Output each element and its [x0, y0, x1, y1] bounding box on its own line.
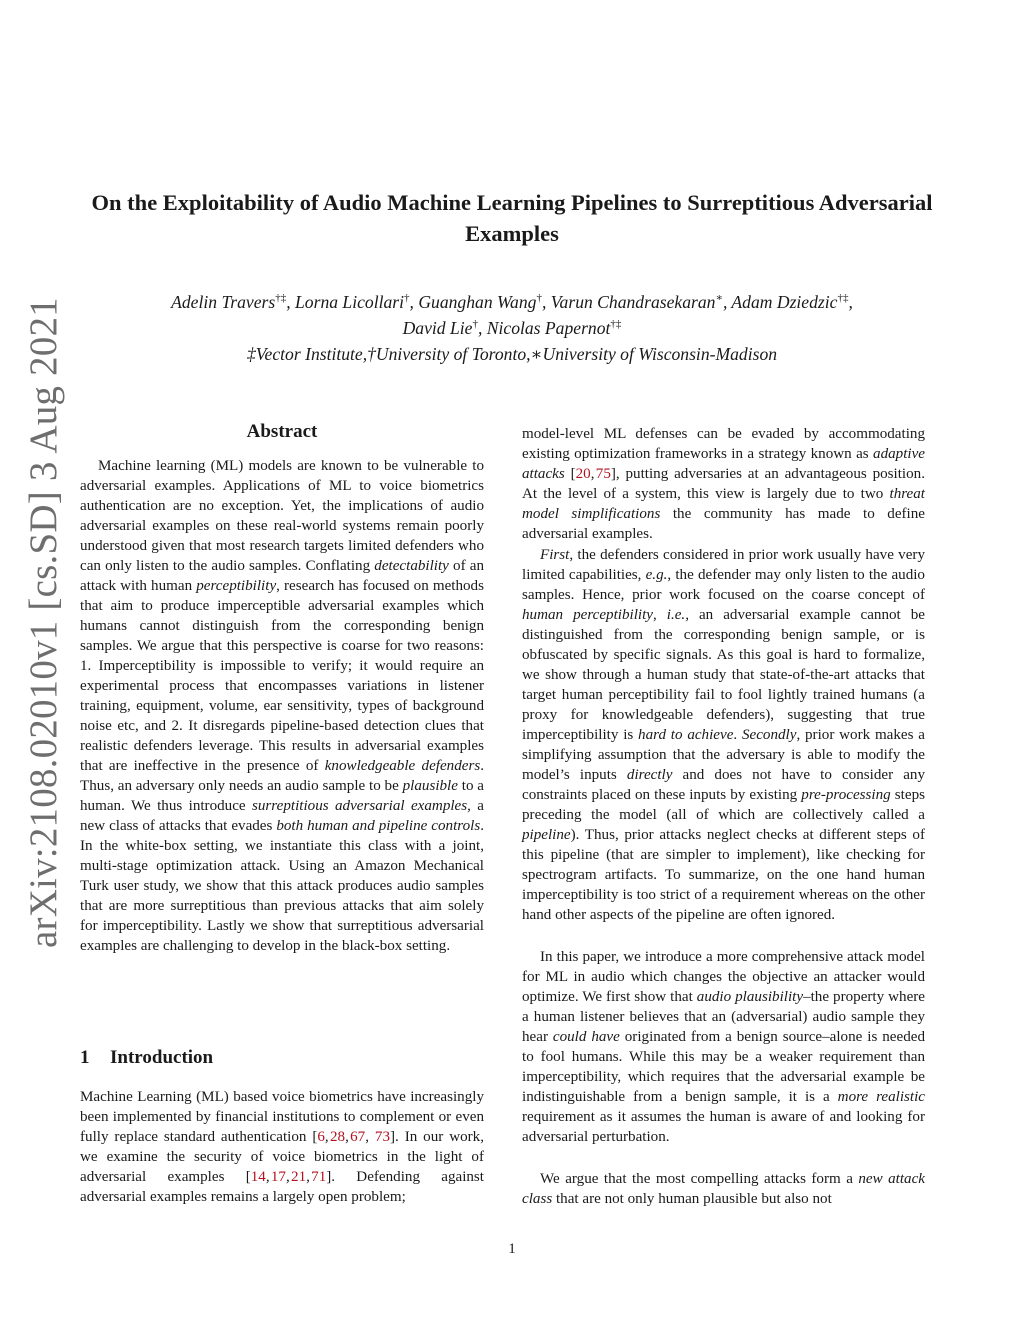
abstract-text: Machine learning (ML) models are known to be vulnerable to adversarial examples. Applications of ML to voice biometrics authentication are no exception. Yet, the implications of audio adversarial examples on these real-world systems remain poorly understood given that most research targets limited defenders who can only listen to the audio samples. Conflating detectability of an attack with human perceptibility, research has focused on methods that aim to produce imperceptible adversarial examples which humans cannot distinguish from the corresponding benign samples. We argue that this perspective is coarse for two reasons: 1. Imperceptibility is impossible to verify; it would require an experimental process that encompasses variations in listener training, equipment, volume, ear sensitivity, types of background noise etc, and 2. It disregards pipeline-based detection clues that realistic defenders leverage. This results in adversarial examples that are ineffective in the presence of knowledgeable defenders. Thus, an adversary only needs an audio sample to be plausible to a human. We thus introduce surreptitious adversarial examples, a new class of attacks that evades both human and pipeline controls. In the white-box setting, we instantiate this class with a joint, multi-stage optimization attack. Using an Amazon Mechanical Turk user study, we show that this attack produces audio samples that are more surreptitious than previous attacks that aim solely for imperceptibility. Lastly we show that surreptitious adversarial examples are challenging to develop in the black-box setting.: [80, 458, 484, 954]
page-number: 1: [508, 1241, 516, 1257]
author-name: Lorna Licollari: [295, 292, 405, 312]
right-paragraph-1: model-level ML defenses can be evaded by accommodating existing optimization frameworks in a strategy known as adaptive attacks [20, 75], putting adversaries at an advantageous position. At the level of a system, this view is largely due to two threat model simplifications the community has made to define adversarial examples.: [522, 426, 926, 542]
intro-paragraph-1: Machine Learning (ML) based voice biometrics have increasingly been implemented by financial institutions to complement or even fully replace standard authentication [6, 28, 67, 73]. In our work, we examine the security of voice biometrics in the light of adversarial examples [14, 17, 21, 71]. Defending against adversarial examples remains a largely open problem;: [80, 1089, 485, 1205]
citation-link[interactable]: 28: [329, 1129, 346, 1145]
author-block: [80, 289, 944, 367]
arxiv-identifier: arXiv:2108.02010v1 [cs.SD] 3 Aug 2021: [22, 297, 65, 948]
affiliation-mark: †: [404, 292, 410, 305]
affiliation-mark: †‡: [837, 292, 849, 305]
author-name: Guanghan Wang: [418, 292, 537, 312]
abstract-heading: Abstract: [246, 421, 318, 442]
section-number: 1: [80, 1047, 90, 1068]
author-name: David Lie: [402, 318, 473, 338]
author-name: Nicolas Papernot: [486, 318, 611, 338]
section-heading-introduction: [80, 1046, 484, 1070]
right-paragraph-3: In this paper, we introduce a more comprehensive attack model for ML in audio which changes the objective an attacker would optimize. We first show that audio plausibility–the property where a human listener believes that an (adversarial) audio sample they hear could have originated from a benign source–alone is needed to fool humans. While this may be a weaker requirement than imperceptibility, which requires that the adversarial example be indistinguishable from a benign sample, it is a more realistic requirement as it assumes the human is aware of and looking for adversarial perturbation.: [522, 949, 926, 1145]
citation-link[interactable]: 17: [270, 1169, 286, 1185]
affiliation-mark: ∗: [715, 292, 723, 305]
author-name: Varun Chandrasekaran: [550, 292, 716, 312]
paper-title: On the Exploitability of Audio Machine Learning Pipelines to Surreptitious Adversarial Examples: [91, 190, 933, 246]
affiliation-mark: †: [536, 292, 542, 305]
citation-link[interactable]: 73: [374, 1129, 390, 1145]
author-line-2: David Lie†, Nicolas Papernot†‡: [402, 318, 622, 338]
citation-link[interactable]: 71: [311, 1169, 327, 1185]
citation-link[interactable]: 14: [250, 1169, 266, 1185]
affiliations: ‡Vector Institute,†University of Toronto,∗University of Wisconsin-Madison: [246, 344, 778, 364]
author-name: Adam Dziedzic: [731, 292, 838, 312]
citation-link[interactable]: 6: [317, 1129, 325, 1145]
citation-link[interactable]: 67: [350, 1129, 366, 1145]
author-name: Adelin Travers: [171, 292, 276, 312]
citation-link[interactable]: 20: [575, 466, 591, 482]
affiliation-mark: †‡: [610, 318, 622, 331]
affiliation-mark: †: [472, 318, 478, 331]
section-title: Introduction: [110, 1047, 214, 1068]
affiliation-mark: †‡: [275, 292, 287, 305]
right-paragraph-2: First, the defenders considered in prior work usually have very limited capabilities, e.g., the defender may only listen to the audio samples. Hence, prior work focused on the coarse concept of human perceptibility, i.e., an adversarial example cannot be distinguished from the corresponding benign sample, or is obfuscated by specific signals. As this goal is hard to formalize, we show through a human study that state-of-the-art attacks that target human perceptibility fail to fool lightly trained humans (a proxy for knowledgeable defenders), suggesting that true imperceptibility is hard to achieve. Secondly, prior work makes a simplifying assumption that the adversary is able to modify the model’s inputs directly and does not have to consider any constraints placed on these inputs by existing pre-processing steps preceding the model (all of which are collectively called a pipeline). Thus, prior attacks neglect checks at different steps of this pipeline (that are simpler to implement), like checking for spectrogram artifacts. To summarize, on the one hand human imperceptibility is too strict of a requirement whereas on the other hand other aspects of the pipeline are often ignored.: [522, 547, 925, 923]
right-paragraph-4: We argue that the most compelling attacks form a new attack class that are not only human plausible but also not: [522, 1171, 925, 1207]
author-line-1: Adelin Travers†‡, Lorna Licollari†, Guanghan Wang†, Varun Chandrasekaran∗, Adam Dziedzic†‡,: [171, 292, 853, 312]
citation-link[interactable]: 75: [595, 466, 611, 482]
citation-link[interactable]: 21: [291, 1169, 307, 1185]
